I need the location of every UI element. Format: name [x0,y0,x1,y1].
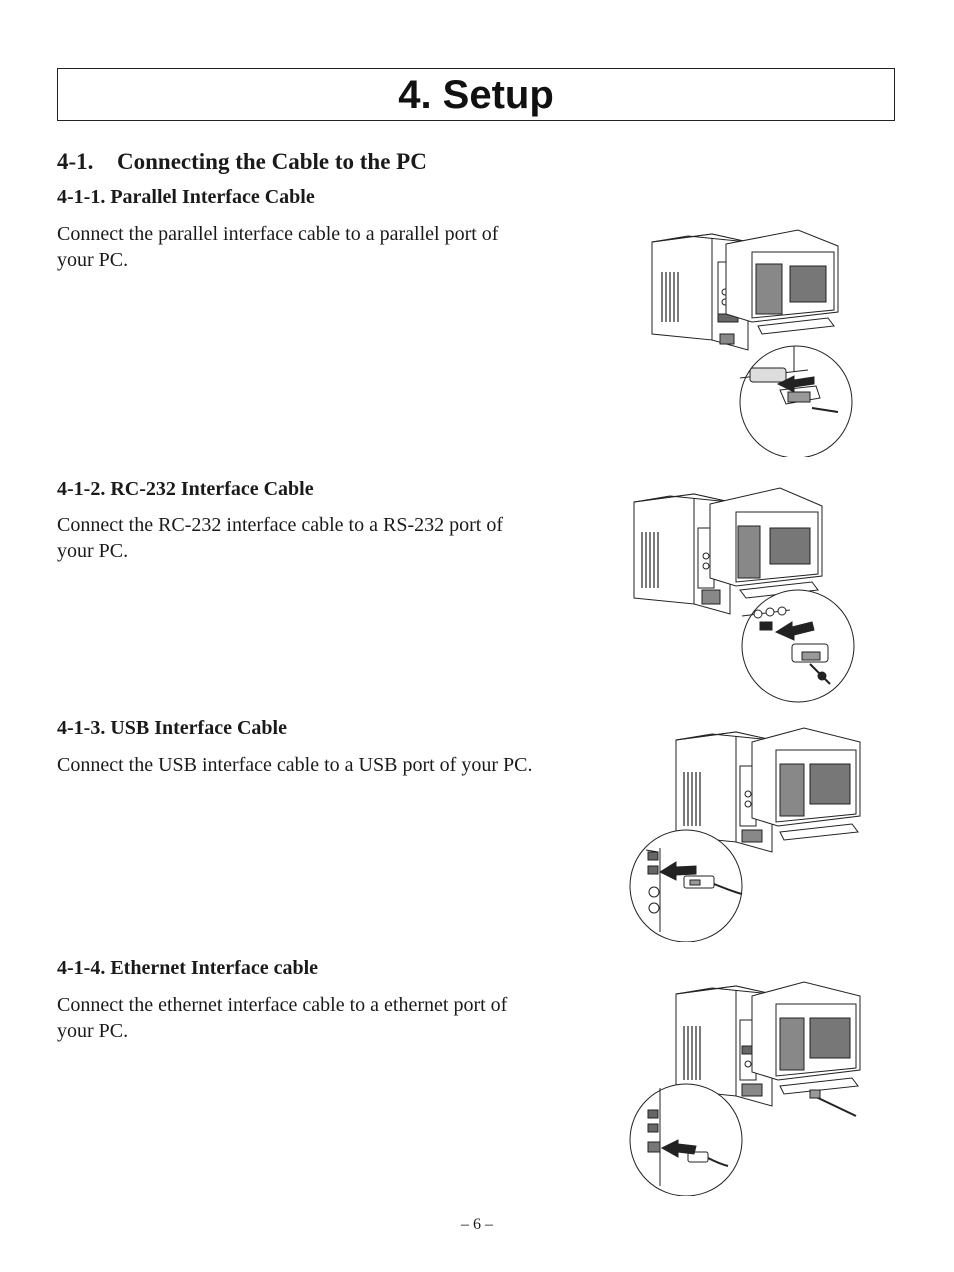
subsection-heading-parallel: 4-1-1. Parallel Interface Cable [57,186,315,208]
page-title: 4. Setup [398,73,554,117]
page-title-box [57,68,895,121]
monitor-icon [726,230,838,334]
parallel-cable-illustration [648,222,858,457]
ethernet-cable-illustration [624,976,864,1196]
subsection-heading-rs232: 4-1-2. RC-232 Interface Cable [57,478,314,500]
section-title: Connecting the Cable to the PC [117,149,427,174]
subsection-body-usb: Connect the USB interface cable to a USB port of your PC. [57,754,533,776]
zoom-circle [740,346,852,457]
subsection-body-ethernet: Connect the ethernet interface cable to a ethernet port of your PC. [57,994,508,1042]
page-number: – 6 – [461,1216,493,1233]
subsection-body-parallel: Connect the parallel interface cable to a parallel port of your PC. [57,223,499,271]
section-heading [57,149,427,175]
rs232-cable-illustration [630,480,858,708]
section-number: 4-1. [57,149,94,174]
monitor-icon [710,488,822,598]
subsection-body-rs232: Connect the RC-232 interface cable to a RS-232 port of your PC. [57,514,503,562]
zoom-circle [630,1084,742,1196]
usb-cable-illustration [624,722,864,942]
monitor-icon [752,728,860,840]
zoom-circle [630,830,742,942]
subsection-heading-usb: 4-1-3. USB Interface Cable [57,717,287,739]
zoom-circle [742,590,854,702]
subsection-heading-ethernet: 4-1-4. Ethernet Interface cable [57,957,319,979]
